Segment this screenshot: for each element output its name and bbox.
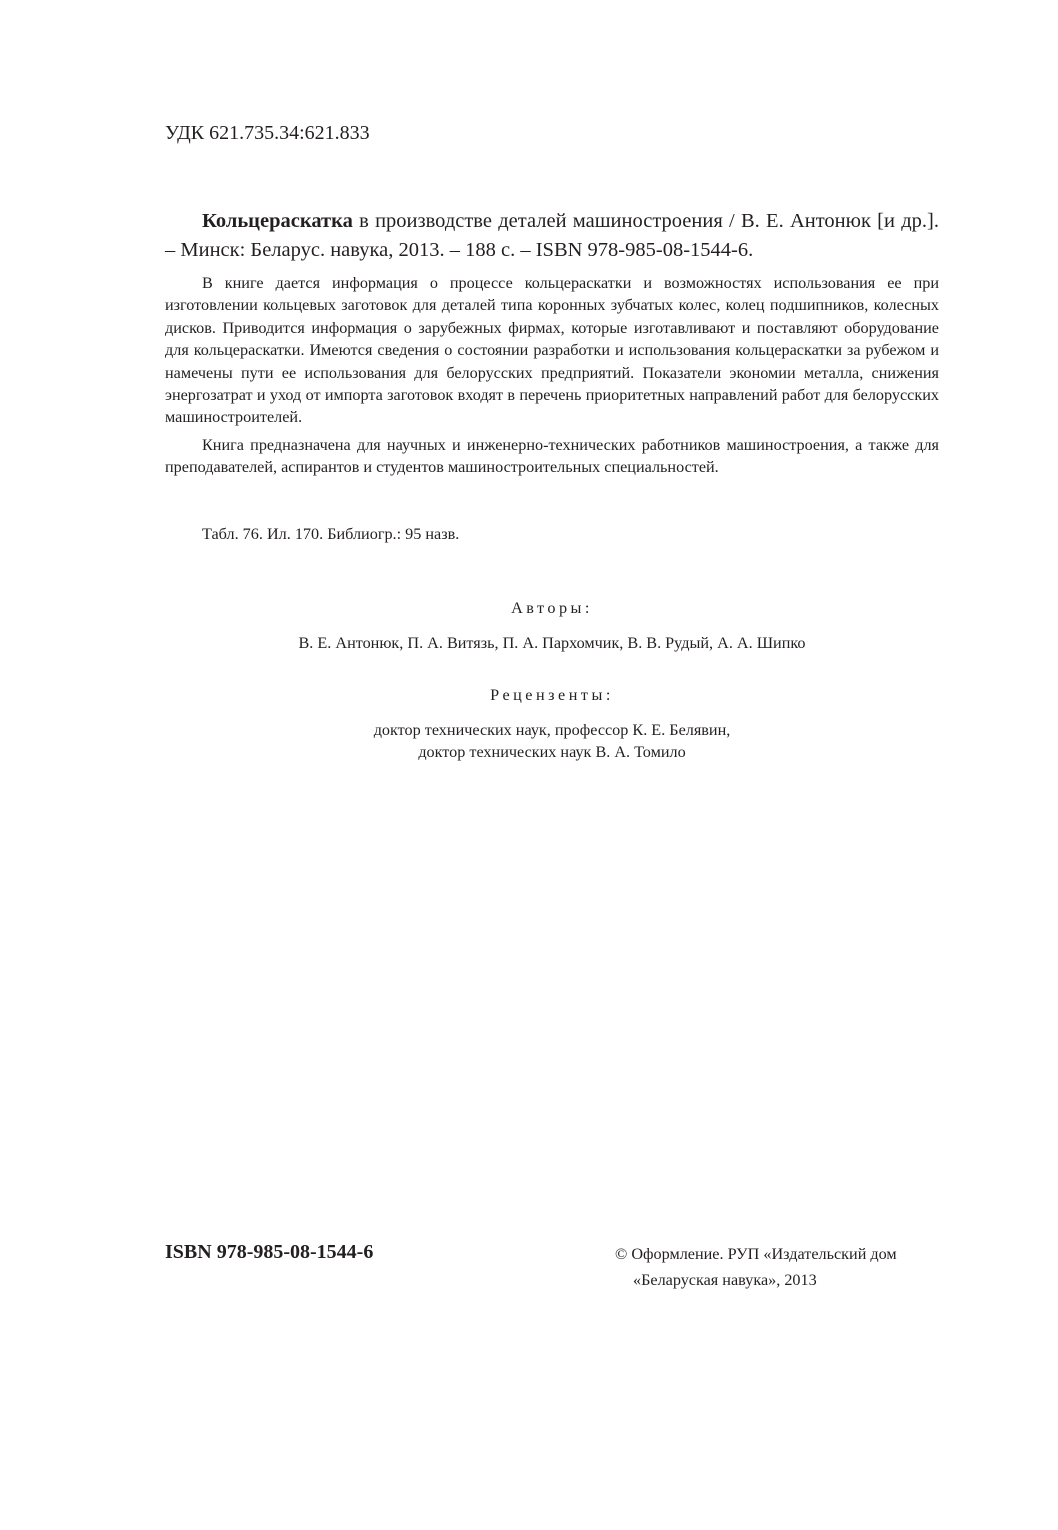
reviewer-1: доктор технических наук, профессор К. Е. Белявин, (373, 721, 731, 739)
bibliographic-description (165, 207, 939, 265)
copyright-line-2: «Беларуская навука», 2013 (633, 1271, 817, 1289)
annotation-paragraph-1: В книге дается информация о процессе кольцераскатки и возможностях использования ее при изготовлении кольцевых заготовок для деталей типа коронных зубчатых колес, колец подшипников, колесных дисков. Приводится информация о зарубежных фирмах, которые изготавливают и поставляют оборудование для кольцераскатки. Имеются сведения о состоянии разработки и использования кольцераскатки за рубежом и намечены пути ее использования для белорусских предприятий. Показатели экономии металла, снижения энергозатрат и уход от импорта заготовок входят в перечень приоритетных направлений работ для белорусских машиностроителей. (165, 274, 939, 427)
authors-names: В. Е. Антонюк, П. А. Витязь, П. А. Пархомчик, В. В. Рудый, А. А. Шипко (298, 634, 806, 652)
book-title: Кольцераскатка (202, 210, 353, 232)
udk-code: УДК 621.735.34:621.833 (165, 122, 370, 144)
copyright (615, 1241, 897, 1293)
reviewers-heading: Рецензенты: (490, 686, 614, 704)
tables-figures-count: Табл. 76. Ил. 170. Библиогр.: 95 назв. (202, 525, 460, 543)
authors-heading: Авторы: (511, 599, 593, 617)
annotation (165, 272, 939, 484)
isbn: ISBN 978-985-08-1544-6 (165, 1241, 374, 1263)
bibliographic-details: в производстве деталей машиностроения / В. Е. Антонюк [и др.]. – Минск: Беларус. навука, 2013. – 188 с. – ISBN 978-985-08-1544-6. (165, 210, 939, 261)
reviewer-2: доктор технических наук В. А. Томило (418, 743, 686, 761)
annotation-paragraph-2: Книга предназначена для научных и инженерно-технических работников машиностроения, а также для преподавателей, аспирантов и студентов машиностроительных специальностей. (165, 435, 939, 477)
copyright-line-1: © Оформление. РУП «Издательский дом (615, 1245, 897, 1263)
